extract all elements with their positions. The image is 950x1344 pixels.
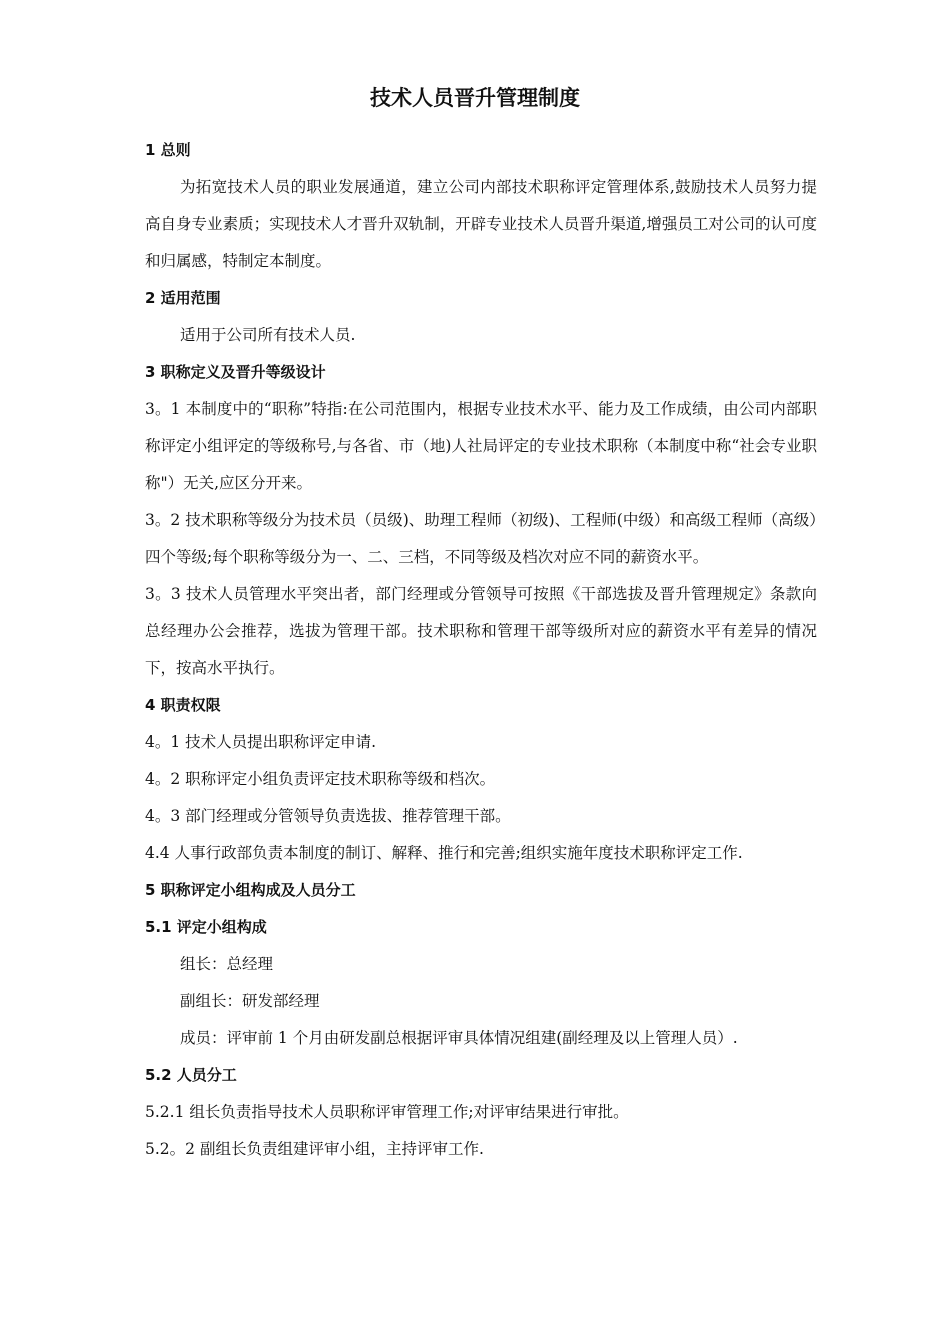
clause-4-3: 4。3 部门经理或分管领导负责选拔、推荐管理干部。 bbox=[145, 807, 511, 825]
clause-5-2-1: 5.2.1 组长负责指导技术人员职称评审管理工作;对评审结果进行审批。 bbox=[145, 1103, 629, 1121]
committee-leader: 组长：总经理 bbox=[180, 955, 274, 973]
committee-members: 成员：评审前 1 个月由研发副总根据评审具体情况组建(副经理及以上管理人员）. bbox=[180, 1029, 738, 1047]
clause-4-4: 4.4 人事行政部负责本制度的制订、解释、推行和完善;组织实施年度技术职称评定工作. bbox=[145, 844, 743, 862]
section-heading-committee: 5 职称评定小组构成及人员分工 bbox=[145, 881, 356, 899]
document-title: 技术人员晋升管理制度 bbox=[370, 86, 580, 110]
clause-4-2: 4。2 职称评定小组负责评定技术职称等级和档次。 bbox=[145, 770, 496, 788]
committee-deputy: 副组长：研发部经理 bbox=[180, 992, 320, 1010]
section-heading-scope: 2 适用范围 bbox=[145, 289, 221, 307]
subsection-heading-division: 5.2 人员分工 bbox=[145, 1066, 237, 1084]
section-body-scope: 适用于公司所有技术人员. bbox=[180, 326, 356, 344]
clause-3-2: 3。2 技术职称等级分为技术员（员级)、助理工程师（初级)、工程师(中级）和高级工程师（高级）四个等级;每个职称等级分为一、二、三档，不同等级及档次对应不同的薪资水平。 bbox=[145, 511, 817, 566]
document-body bbox=[145, 132, 817, 1168]
clause-4-1: 4。1 技术人员提出职称评定申请. bbox=[145, 733, 377, 751]
section-heading-responsibilities: 4 职责权限 bbox=[145, 696, 221, 714]
clause-5-2-2: 5.2。2 副组长负责组建评审小组，主持评审工作. bbox=[145, 1140, 484, 1158]
clause-3-1: 3。1 本制度中的“职称”特指:在公司范围内，根据专业技术水平、能力及工作成绩，由公司内部职称评定小组评定的等级称号,与各省、市（地)人社局评定的专业技术职称（本制度中称“社会专业职称"）无关,应区分开来。 bbox=[145, 400, 817, 492]
clause-3-3: 3。3 技术人员管理水平突出者，部门经理或分管领导可按照《干部选拔及晋升管理规定》条款向总经理办公会推荐，选拔为管理干部。技术职称和管理干部等级所对应的薪资水平有差异的情况下，按高水平执行。 bbox=[145, 585, 817, 677]
section-heading-title-definition: 3 职称定义及晋升等级设计 bbox=[145, 363, 326, 381]
section-body-general: 为拓宽技术人员的职业发展通道，建立公司内部技术职称评定管理体系,鼓励技术人员努力提高自身专业素质；实现技术人才晋升双轨制，开辟专业技术人员晋升渠道,增强员工对公司的认可度和归属感，特制定本制度。 bbox=[145, 178, 817, 270]
subsection-heading-composition: 5.1 评定小组构成 bbox=[145, 918, 267, 936]
section-heading-general: 1 总则 bbox=[145, 141, 191, 159]
